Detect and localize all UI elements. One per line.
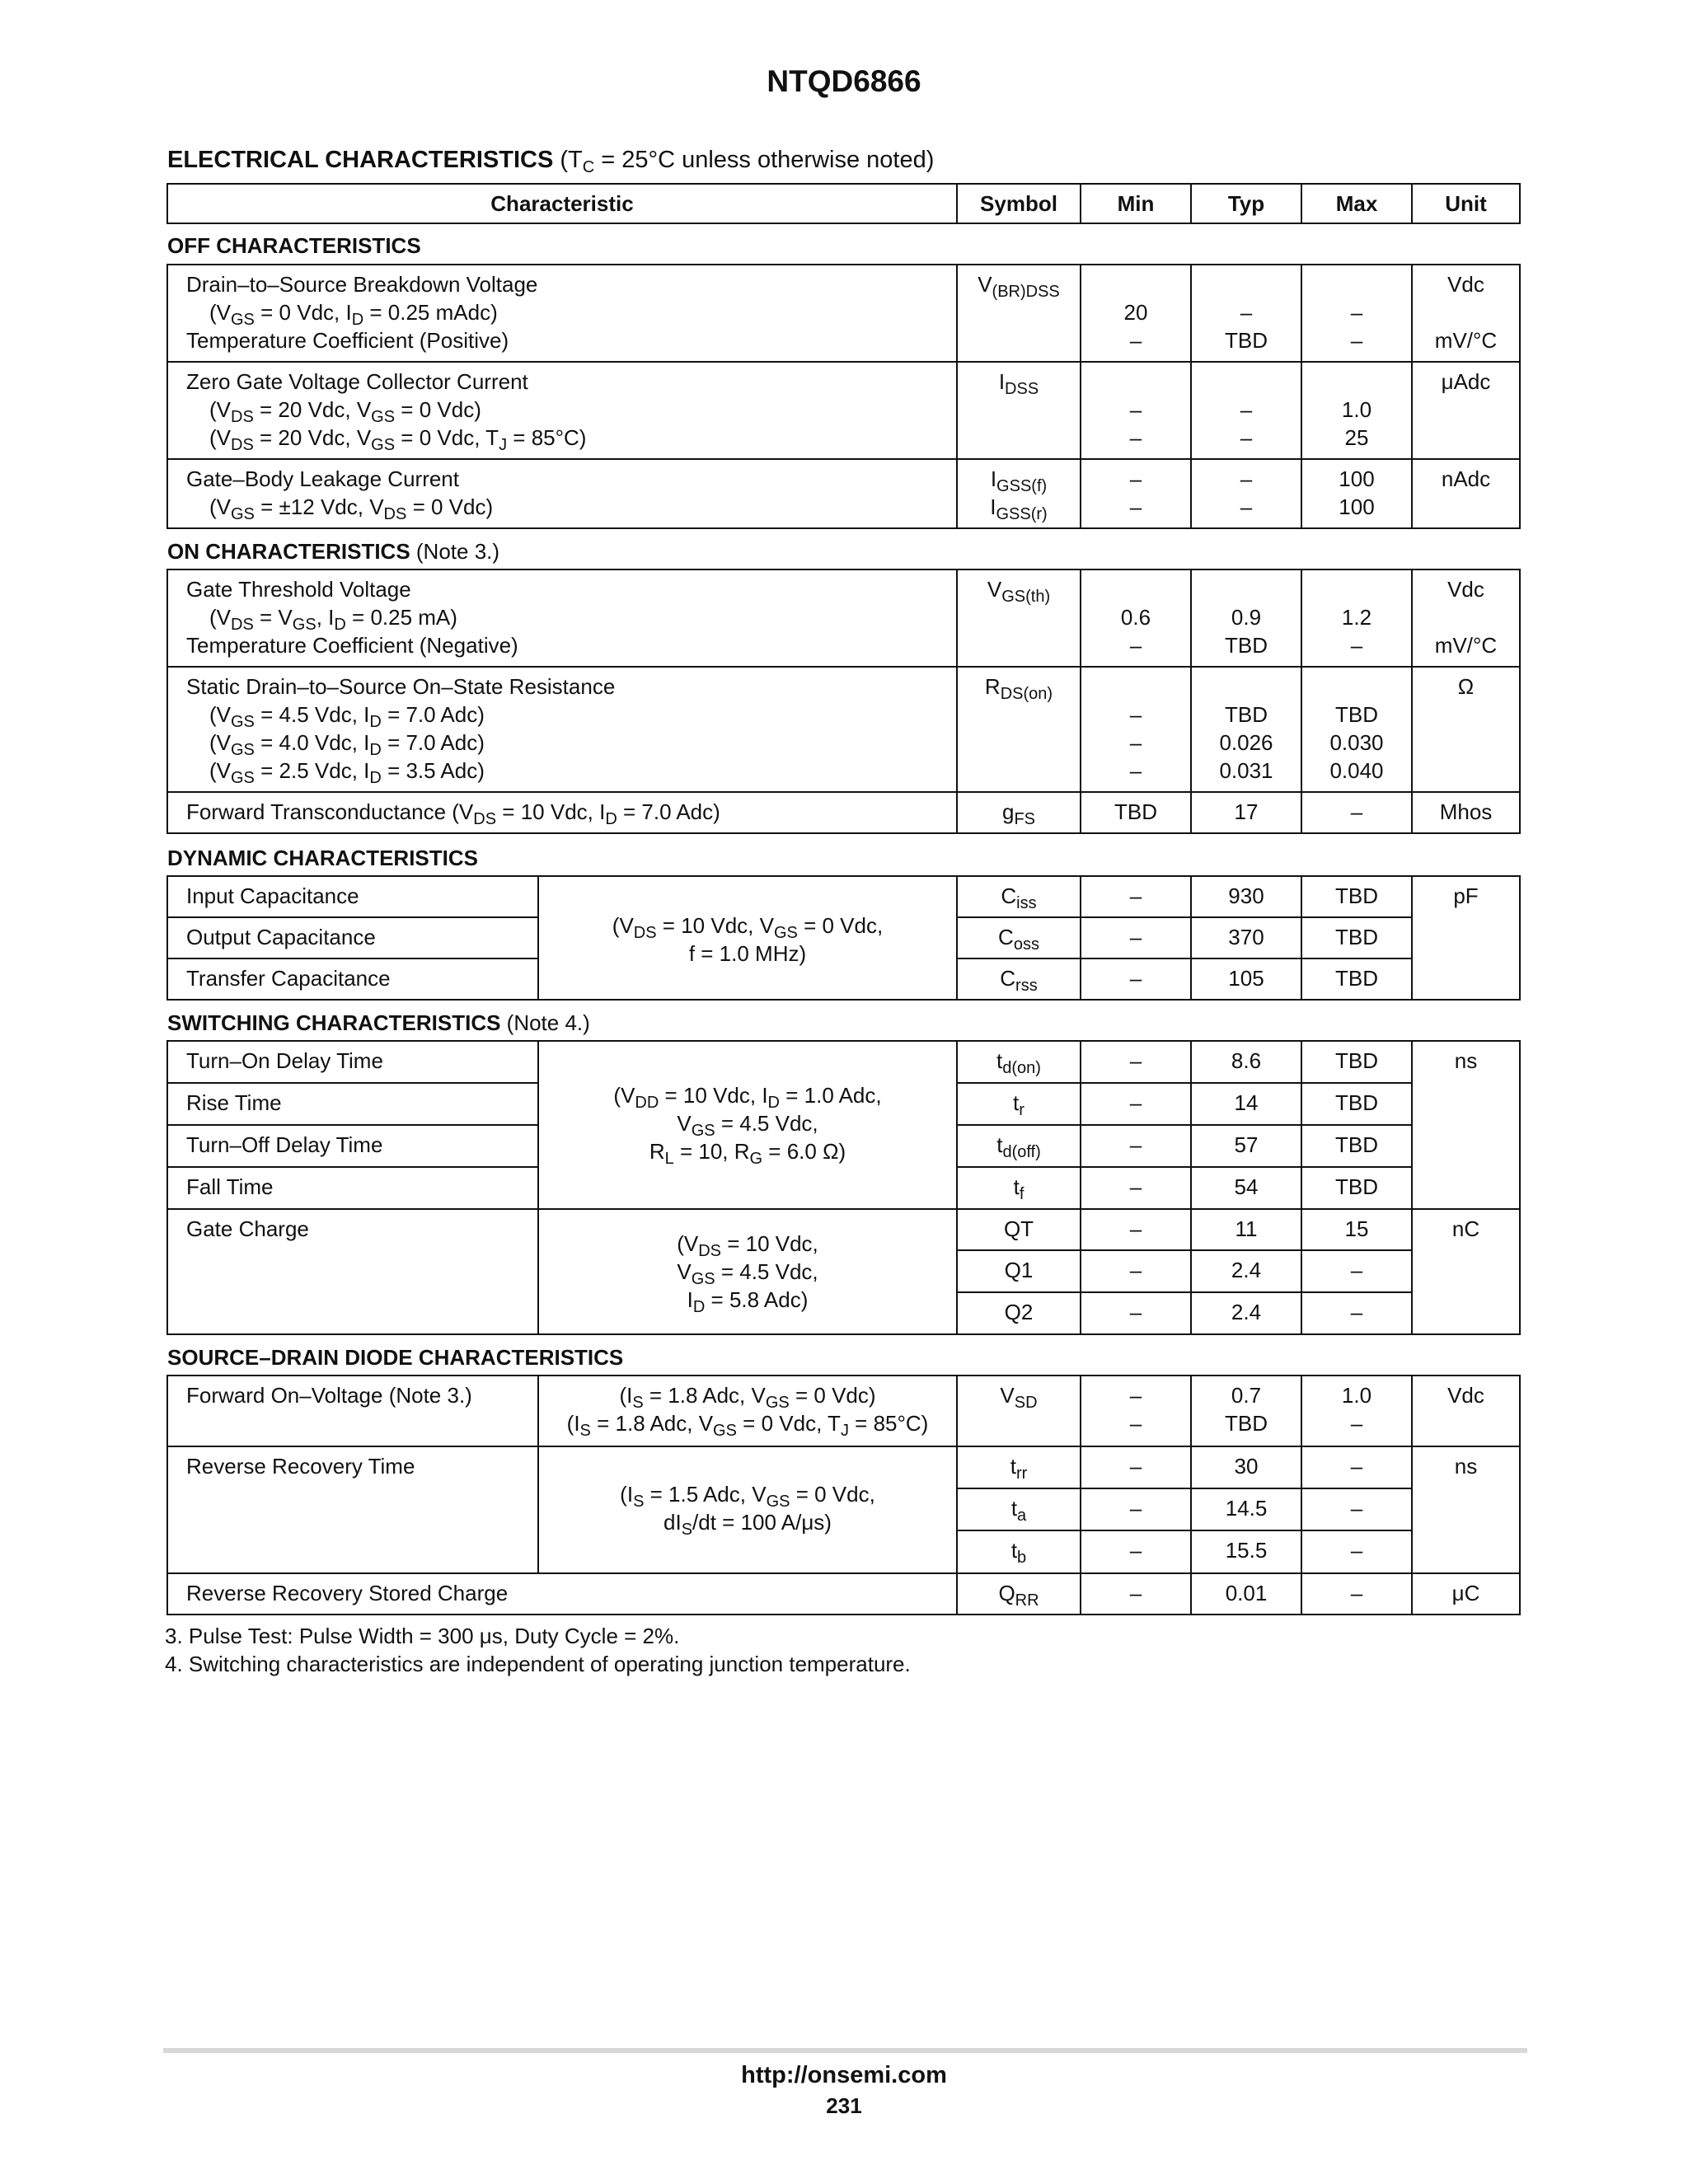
section-condition: ($T_C = 25^\circ C$ unless otherwise noted) [560,147,935,176]
col-typ: Typ [1190,183,1302,224]
gate-typ: 2.4 [1190,1291,1302,1335]
sw-max: TBD [1301,1124,1413,1168]
sw-row-name: Rise Time [166,1082,539,1126]
sw-symbol: $t_{d(on)}$ [956,1040,1081,1084]
dyn-row-name: Transfer Capacitance [166,958,539,1001]
vsd-symbol: $V_{SD}$ [956,1375,1081,1447]
footnotes [165,1622,911,1678]
idss-typ: – – [1190,361,1302,460]
idss-max: 1.0 25 [1301,361,1413,460]
igss-typ: – – [1190,458,1302,529]
dyn-typ: 930 [1190,875,1302,918]
rdson-symbol: $R_{DS(on)}$ [956,666,1081,793]
igss-max: 100 100 [1301,458,1413,529]
col-min: Min [1080,183,1192,224]
dyn-min: – [1080,916,1192,959]
dyn-max: TBD [1301,958,1413,1001]
gfs-typ: 17 [1190,791,1302,834]
sw-max: TBD [1301,1166,1413,1210]
sw-max: TBD [1301,1040,1413,1084]
footer-divider [163,2048,1527,2053]
dyn-typ: 105 [1190,958,1302,1001]
gate-unit: nC [1411,1208,1521,1335]
page-number: 231 [826,2093,862,2118]
dyn-symbol: $C_{oss}$ [956,916,1081,959]
footer-link[interactable]: http://onsemi.com [741,2062,947,2088]
bv-unit: Vdc mV/°C [1411,264,1521,363]
sw-row-name: Fall Time [166,1166,539,1210]
section-title [167,147,934,174]
bv-typ: – TBD [1190,264,1302,363]
sw-min: – [1080,1124,1192,1168]
gate-symbol: Q1 [956,1249,1081,1293]
gfs-max: – [1301,791,1413,834]
tb-typ: 15.5 [1190,1530,1302,1574]
tb-min: – [1080,1530,1192,1574]
sw-section-title: SWITCHING CHARACTERISTICS (Note 4.) [167,1010,590,1035]
gfs-min: TBD [1080,791,1192,834]
qrr-min: – [1080,1572,1192,1615]
dyn-typ: 370 [1190,916,1302,959]
trr-condition: ($I_S = 1.5$ Adc, $V_{GS} = 0$ Vdc, $dI_S/dt = 100$ A/μs) [537,1446,958,1574]
section-heading: ELECTRICAL CHARACTERISTICS [167,147,554,173]
vsd-min: – – [1080,1375,1192,1447]
vgsth-unit: Vdc mV/°C [1411,569,1521,668]
bv-min: 20 – [1080,264,1192,363]
gate-charge-name: Gate Charge [166,1208,539,1335]
ta-typ: 14.5 [1190,1488,1302,1531]
sw-unit: ns [1411,1040,1521,1210]
sw-min: – [1080,1040,1192,1084]
gate-max: – [1301,1291,1413,1335]
dyn-symbol: $C_{rss}$ [956,958,1081,1001]
idss-min: – – [1080,361,1192,460]
vsd-typ: 0.7 TBD [1190,1375,1302,1447]
igss-symbol: $I_{GSS(f)}$ $I_{GSS(r)}$ [956,458,1081,529]
gate-min: – [1080,1208,1192,1251]
col-characteristic: Characteristic [166,183,958,224]
qrr-max: – [1301,1572,1413,1615]
dyn-section-title: DYNAMIC CHARACTERISTICS [167,846,478,870]
vsd-unit: Vdc [1411,1375,1521,1447]
footnote-3: 3. Pulse Test: Pulse Width = 300 μs, Duty Cycle = 2%. [165,1624,680,1648]
dyn-symbol: $C_{iss}$ [956,875,1081,918]
gate-typ: 11 [1190,1208,1302,1251]
dyn-min: – [1080,958,1192,1001]
trr-max: – [1301,1446,1413,1489]
sw-min: – [1080,1082,1192,1126]
idss-unit: μAdc [1411,361,1521,460]
gfs-characteristic: Forward Transconductance ($V_{DS} = 10$ Vdc, $I_D = 7.0$ Adc) [166,791,958,834]
sw-typ: 54 [1190,1166,1302,1210]
sw-max: TBD [1301,1082,1413,1126]
rdson-unit: Ω [1411,666,1521,793]
vgsth-symbol: $V_{GS(th)}$ [956,569,1081,668]
sd-section-title: SOURCE–DRAIN DIODE CHARACTERISTICS [167,1345,624,1370]
sw-typ: 8.6 [1190,1040,1302,1084]
qrr-typ: 0.01 [1190,1572,1302,1615]
idss-symbol: $I_{DSS}$ [956,361,1081,460]
gate-min: – [1080,1291,1192,1335]
page-title: NTQD6866 [767,64,921,98]
dyn-max: TBD [1301,875,1413,918]
gate-symbol: Q2 [956,1291,1081,1335]
ta-min: – [1080,1488,1192,1531]
vsd-name: Forward On–Voltage (Note 3.) [166,1375,539,1447]
vsd-condition: ($I_S = 1.8$ Adc, $V_{GS} = 0$ Vdc) ($I_S = 1.8$ Adc, $V_{GS} = 0$ Vdc, $T_J = 85^\circ C$) [537,1375,958,1447]
sw-row-name: Turn–On Delay Time [166,1040,539,1084]
dyn-unit: pF [1411,875,1521,1001]
dyn-row-name: Input Capacitance [166,875,539,918]
igss-min: – – [1080,458,1192,529]
trr-typ: 30 [1190,1446,1302,1489]
rdson-max: TBD 0.030 0.040 [1301,666,1413,793]
tb-symbol: $t_b$ [956,1530,1081,1574]
gate-typ: 2.4 [1190,1249,1302,1293]
tb-max: – [1301,1530,1413,1574]
vgsth-min: 0.6 – [1080,569,1192,668]
ta-symbol: $t_a$ [956,1488,1081,1531]
dyn-min: – [1080,875,1192,918]
trr-symbol: $t_{rr}$ [956,1446,1081,1489]
col-max: Max [1301,183,1413,224]
rdson-typ: TBD 0.026 0.031 [1190,666,1302,793]
qrr-name: Reverse Recovery Stored Charge [166,1572,958,1615]
col-symbol: Symbol [956,183,1081,224]
sw-row-name: Turn–Off Delay Time [166,1124,539,1168]
bv-symbol: $V_{(BR)DSS}$ [956,264,1081,363]
bv-characteristic: Drain–to–Source Breakdown Voltage ($V_{GS} = 0$ Vdc, $I_D = 0.25$ mAdc) Temperature Coefficient (Positive) [166,264,958,363]
sw-symbol: $t_f$ [956,1166,1081,1210]
vgsth-typ: 0.9 TBD [1190,569,1302,668]
igss-characteristic: Gate–Body Leakage Current ($V_{GS} = \pm 12$ Vdc, $V_{DS} = 0$ Vdc) [166,458,958,529]
ta-max: – [1301,1488,1413,1531]
gate-symbol: QT [956,1208,1081,1251]
rdson-min: – – – [1080,666,1192,793]
igss-unit: nAdc [1411,458,1521,529]
bv-max: – – [1301,264,1413,363]
gate-charge-condition: ($V_{DS} = 10$ Vdc, $V_{GS} = 4.5$ Vdc, $I_D = 5.8$ Adc) [537,1208,958,1335]
sw-typ: 14 [1190,1082,1302,1126]
qrr-symbol: $Q_{RR}$ [956,1572,1081,1615]
sw-symbol: $t_r$ [956,1082,1081,1126]
off-section-title: OFF CHARACTERISTICS [167,233,421,258]
vgsth-max: 1.2 – [1301,569,1413,668]
gate-min: – [1080,1249,1192,1293]
gate-max: – [1301,1249,1413,1293]
rdson-characteristic: Static Drain–to–Source On–State Resistance ($V_{GS} = 4.5$ Vdc, $I_D = 7.0$ Adc) ($V_{GS} = 4.0$ Vdc, $I_D = 7.0$ Adc) ($V_{GS} = 2.5$ Vdc, $I_D = 3.5$ Adc) [166,666,958,793]
vgsth-characteristic: Gate Threshold Voltage ($V_{DS} = V_{GS}$, $I_D = 0.25$ mA) Temperature Coefficient (Negative) [166,569,958,668]
dyn-max: TBD [1301,916,1413,959]
sw-typ: 57 [1190,1124,1302,1168]
dyn-test-condition: ($V_{DS} = 10$ Vdc, $V_{GS} = 0$ Vdc, f = 1.0 MHz) [537,875,958,1001]
sw-symbol: $t_{d(off)}$ [956,1124,1081,1168]
footnote-4: 4. Switching characteristics are independent of operating junction temperature. [165,1652,911,1676]
col-unit: Unit [1411,183,1521,224]
gfs-symbol: $g_{FS}$ [956,791,1081,834]
vsd-max: 1.0 – [1301,1375,1413,1447]
dyn-row-name: Output Capacitance [166,916,539,959]
sw-test-condition: ($V_{DD} = 10$ Vdc, $I_D = 1.0$ Adc, $V_{GS} = 4.5$ Vdc, $R_L = 10$, $R_G = 6.0$ Ω) [537,1040,958,1210]
gfs-unit: Mhos [1411,791,1521,834]
trr-unit: ns [1411,1446,1521,1574]
trr-name: Reverse Recovery Time [166,1446,539,1574]
gate-max: 15 [1301,1208,1413,1251]
sw-min: – [1080,1166,1192,1210]
trr-min: – [1080,1446,1192,1489]
qrr-unit: μC [1411,1572,1521,1615]
on-section-title: ON CHARACTERISTICS (Note 3.) [167,539,500,564]
idss-characteristic: Zero Gate Voltage Collector Current ($V_{DS} = 20$ Vdc, $V_{GS} = 0$ Vdc) ($V_{DS} = 20$ Vdc, $V_{GS} = 0$ Vdc, $T_J = 85^\circ C$) [166,361,958,460]
